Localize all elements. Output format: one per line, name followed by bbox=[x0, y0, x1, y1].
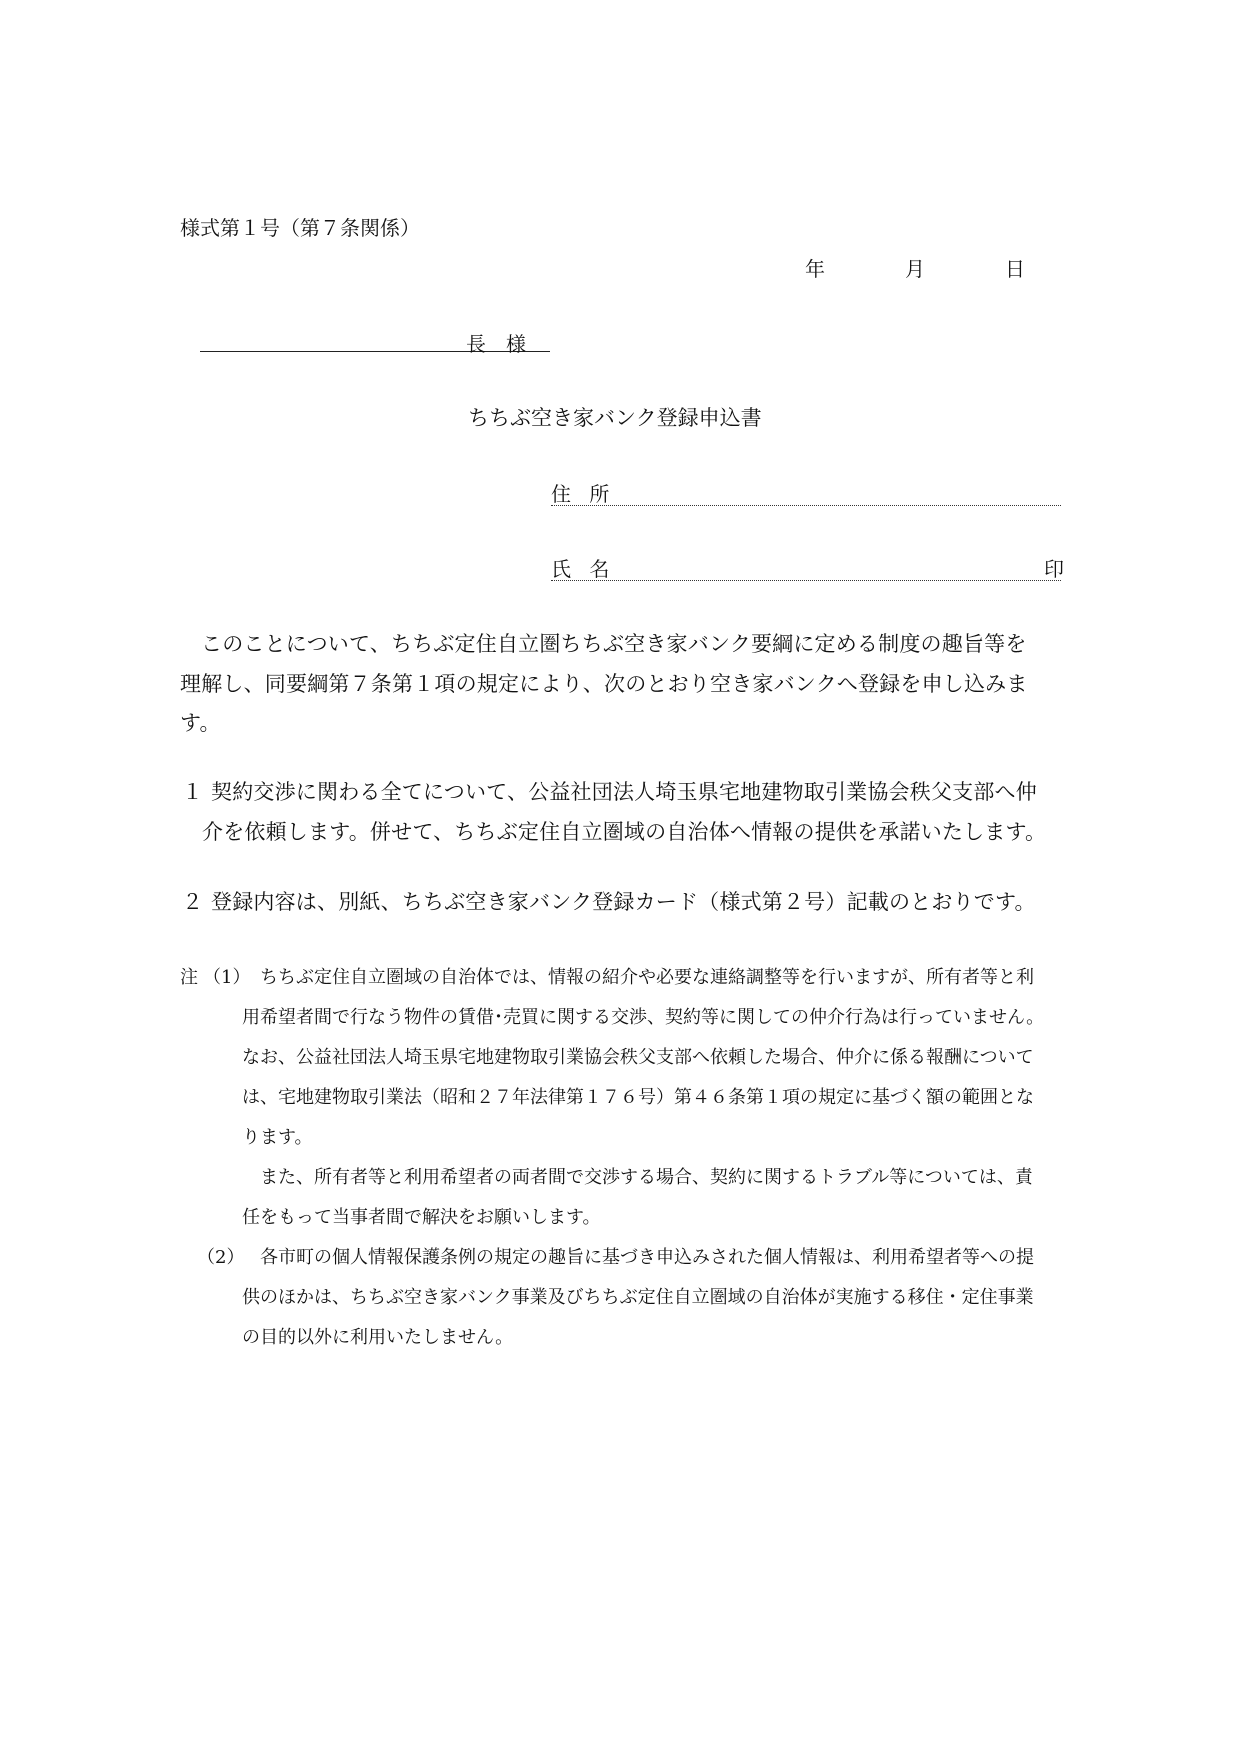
address-label: 住 所 bbox=[551, 482, 616, 506]
date-day-label: 日 bbox=[1005, 257, 1025, 281]
date-year-label: 年 bbox=[805, 257, 825, 281]
body-line-1: このことについて、ちちぶ定住自立圏ちちぶ空き家バンク要綱に定める制度の趣旨等を bbox=[201, 632, 1027, 656]
item-1-number: １ bbox=[182, 780, 204, 804]
note-2-line-3: の目的以外に利用いたしません。 bbox=[242, 1327, 514, 1348]
name-field-line[interactable] bbox=[551, 580, 1061, 581]
note-1-line-2: 用希望者間で行なう物件の賃借･売買に関する交渉、契約等に関しての仲介行為は行っていません。 bbox=[242, 1007, 1045, 1028]
note-1-line-5: ります。 bbox=[242, 1127, 313, 1148]
note-1-line-4: は、宅地建物取引業法（昭和２７年法律第１７６号）第４６条第１項の規定に基づく額の範囲とな bbox=[242, 1087, 1034, 1108]
note-1-number: （1） bbox=[203, 967, 251, 988]
notes-prefix: 注 bbox=[180, 967, 198, 988]
note-1-line-1: ちちぶ定住自立圏域の自治体では、情報の紹介や必要な連絡調整等を行いますが、所有者等と利 bbox=[260, 967, 1034, 988]
note-1-line-3: なお、公益社団法人埼玉県宅地建物取引業協会秩父支部へ依頼した場合、仲介に係る報酬について bbox=[242, 1047, 1034, 1068]
body-line-2: 理解し、同要綱第７条第１項の規定により、次のとおり空き家バンクへ登録を申し込みま bbox=[180, 672, 1028, 696]
note-1-line-7: 任をもって当事者間で解決をお願いします。 bbox=[242, 1207, 601, 1228]
addressee-title: 長 様 bbox=[466, 332, 526, 356]
note-2-line-2: 供のほかは、ちちぶ空き家バンク事業及びちちぶ定住自立圏域の自治体が実施する移住・定住事業 bbox=[242, 1287, 1034, 1308]
item-2-line-1: 登録内容は、別紙、ちちぶ空き家バンク登録カード（様式第２号）記載のとおりです。 bbox=[211, 890, 1036, 914]
address-field-line[interactable] bbox=[551, 505, 1061, 506]
note-2-number: （2） bbox=[197, 1247, 245, 1268]
note-2-line-1: 各市町の個人情報保護条例の規定の趣旨に基づき申込みされた個人情報は、利用希望者等への提 bbox=[260, 1247, 1034, 1268]
seal-mark: 印 bbox=[1044, 557, 1064, 581]
document-title: ちちぶ空き家バンク登録申込書 bbox=[468, 406, 762, 430]
name-label: 氏 名 bbox=[551, 557, 616, 581]
form-number: 様式第１号（第７条関係） bbox=[180, 216, 420, 240]
item-1-line-1: 契約交渉に関わる全てについて、公益社団法人埼玉県宅地建物取引業協会秩父支部へ仲 bbox=[211, 780, 1037, 804]
item-2-number: ２ bbox=[182, 890, 204, 914]
item-1-line-2: 介を依頼します。併せて、ちちぶ定住自立圏域の自治体へ情報の提供を承諾いたします。 bbox=[202, 820, 1047, 844]
body-line-3: す。 bbox=[180, 711, 221, 735]
note-1-line-6: また、所有者等と利用希望者の両者間で交渉する場合、契約に関するトラブル等については、責 bbox=[242, 1167, 1033, 1188]
date-month-label: 月 bbox=[905, 257, 925, 281]
